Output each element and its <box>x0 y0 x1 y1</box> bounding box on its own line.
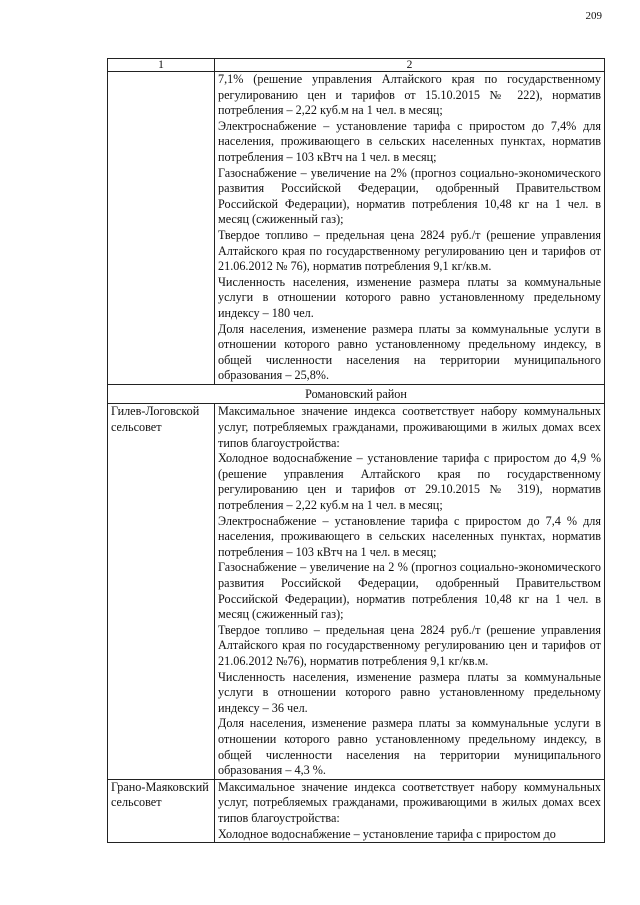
paragraph: Твердое топливо – предельная цена 2824 руб./т (решение управления Алтайского края по государственному регулированию цен и тарифов от 21.06.2012 №76), норматив потребления 9,1 кг/кв.м. <box>218 622 601 668</box>
paragraph: Доля населения, изменение размера платы за коммунальные услуги в отношении которого равно установленному предельному индексу, в общей численности населения на территории муниципального образования – 25,8%. <box>218 321 601 383</box>
municipality-name: Гилев-Логовской сельсовет <box>108 404 215 779</box>
paragraph: Численность населения, изменение размера платы за коммунальные услуги в отношении которого равно установленному предельному индексу – 180 чел. <box>218 274 601 320</box>
municipal-index-table <box>107 58 605 843</box>
paragraph: 7,1% (решение управления Алтайского края по государственному регулированию цен и тарифов от 15.10.2015 № 222), норматив потребления – 2,22 куб.м на 1 чел. в месяц; <box>218 72 601 118</box>
paragraph: Электроснабжение – установление тарифа с приростом до 7,4 % для населения, проживающего в сельских населенных пунктах, норматив потребления – 103 кВтч на 1 чел. в месяц; <box>218 513 601 559</box>
paragraph: Холодное водоснабжение – установление тарифа с приростом до 4,9 % (решение управления Алтайского края по государственному регулированию цен и тарифов от 29.10.2015 № 319), норматив потребления – 2,22 куб.м на 1 чел. в месяц; <box>218 451 601 513</box>
column-number-1: 1 <box>108 59 215 72</box>
paragraph: Холодное водоснабжение – установление тарифа с приростом до <box>218 826 556 841</box>
municipality-name: Грано-Маяковский сельсовет <box>108 779 215 842</box>
district-title: Романовский район <box>108 384 605 404</box>
description-cell <box>215 72 605 385</box>
paragraph: Максимальное значение индекса соответствует набору коммунальных услуг, потребляемых гражданами, проживающими в жилых домах всех типов благоустройства: <box>218 404 601 450</box>
page-number: 209 <box>585 10 602 22</box>
paragraph: Доля населения, изменение размера платы за коммунальные услуги в отношении которого равно установленному предельному индексу, в общей численности населения на территории муниципального образования – 4,3 %. <box>218 716 601 778</box>
section-row <box>108 384 605 404</box>
paragraph: Газоснабжение – увеличение на 2 % (прогноз социально-экономического развития Российской Федерации, одобренный Правительством Российской Федерации), норматив потребления 10,48 кг на 1 чел. в месяц (сжиженный газ); <box>218 560 601 622</box>
table-row-grano-mayakovsky <box>108 779 605 842</box>
column-number-2: 2 <box>215 59 605 72</box>
table-header-row <box>108 59 605 72</box>
description-cell <box>215 779 605 842</box>
paragraph: Численность населения, изменение размера платы за коммунальные услуги в отношении которого равно установленному предельному индексу – 36 чел. <box>218 669 601 715</box>
municipality-cell-empty <box>108 72 215 385</box>
table-row-gilev-logovskoy <box>108 404 605 779</box>
paragraph: Электроснабжение – установление тарифа с приростом до 7,4% для населения, проживающего в сельских населенных пунктах, норматив потребления – 103 кВтч на 1 чел. в месяц; <box>218 118 601 164</box>
paragraph: Максимальное значение индекса соответствует набору коммунальных услуг, потребляемых гражданами, проживающими в жилых домах всех типов благоустройства: <box>218 779 601 825</box>
paragraph: Газоснабжение – увеличение на 2% (прогноз социально-экономического развития Российской Федерации, одобренный Правительством Российской Федерации), норматив потребления 10,48 кг на 1 чел. в месяц (сжиженный газ); <box>218 165 601 227</box>
table-row-continuation <box>108 72 605 385</box>
paragraph: Твердое топливо – предельная цена 2824 руб./т (решение управления Алтайского края по государственному регулированию цен и тарифов от 21.06.2012 № 76), норматив потребления 9,1 кг/кв.м. <box>218 227 601 274</box>
description-cell <box>215 404 605 779</box>
